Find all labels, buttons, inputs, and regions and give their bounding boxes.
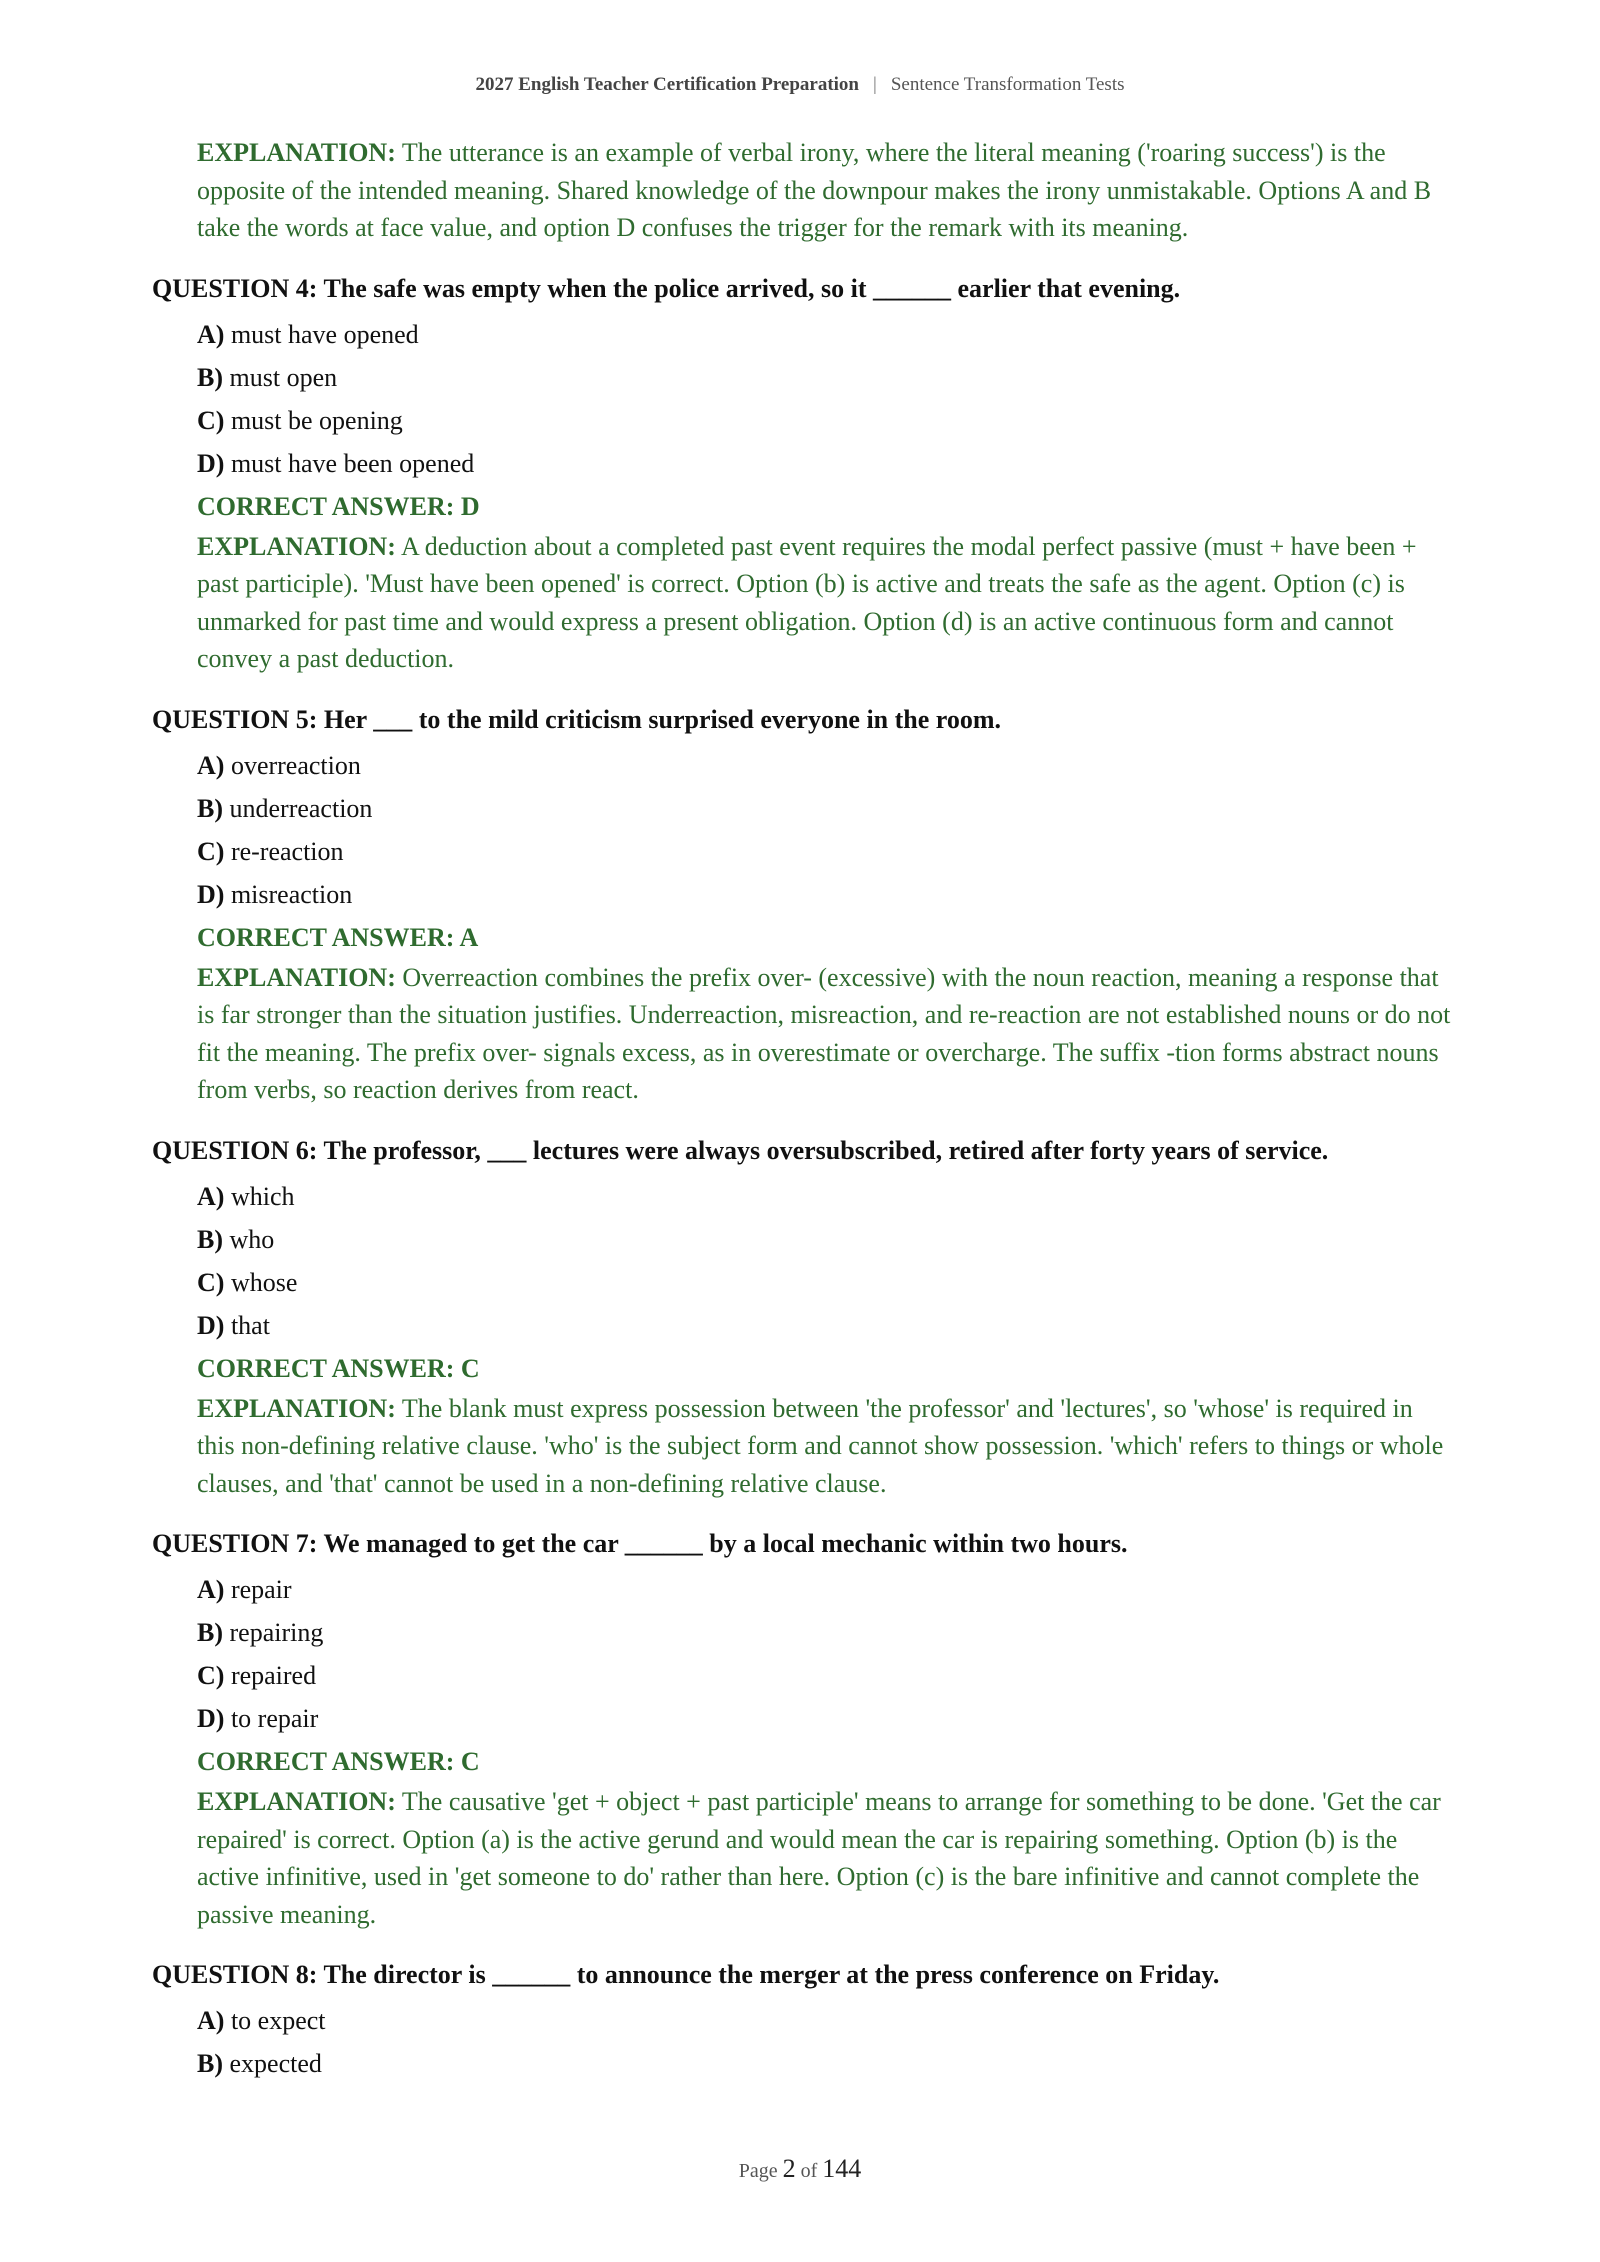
option-letter: A) <box>197 1181 225 1211</box>
option-text: repaired <box>230 1661 317 1690</box>
page-word: Page <box>738 2160 778 2182</box>
option-text: must have opened <box>230 319 419 349</box>
option-letter: D) <box>197 1704 225 1733</box>
explanation-label: EXPLANATION: <box>197 1787 396 1816</box>
intro-explanation <box>197 134 1452 247</box>
option-text: repair <box>230 1575 292 1604</box>
question-prompt: QUESTION 7: We managed to get the car ______ by a local mechanic within two hours. <box>152 1529 1128 1558</box>
option-letter: A) <box>197 319 225 349</box>
explanation-text: The causative 'get + object + past participle' means to arrange for something to be done. 'Get the car repaired' is correct. Option (a) is the active gerund and would mean the car is repairing something. Option (b) is the active infinitive, used in 'get someone to do' rather than here. Option (c) is the bare infinitive and cannot complete the passive meaning. <box>197 1787 1441 1929</box>
option-list <box>197 1999 1452 2085</box>
question-block <box>152 271 1452 678</box>
question-prompt: QUESTION 8: The director is ______ to announce the merger at the press conference on Friday. <box>152 1960 1220 1989</box>
option-letter: A) <box>197 750 225 780</box>
option-item <box>197 1611 1452 1654</box>
correct-answer: CORRECT ANSWER: C <box>197 1747 480 1776</box>
option-letter: C) <box>197 1267 225 1297</box>
option-text: must have been opened <box>230 448 475 478</box>
option-item <box>197 830 1452 873</box>
option-text: underreaction <box>229 793 373 823</box>
option-letter: C) <box>197 836 225 866</box>
question-explanation <box>197 959 1452 1109</box>
correct-answer: CORRECT ANSWER: A <box>197 922 479 952</box>
option-item <box>197 1568 1452 1611</box>
question-block <box>152 1526 1452 1933</box>
page-number: 2 <box>782 2154 796 2183</box>
option-list <box>197 1175 1452 1347</box>
option-item <box>197 399 1452 442</box>
of-word: of <box>800 2160 818 2182</box>
option-item <box>197 1218 1452 1261</box>
question-explanation <box>197 528 1452 678</box>
option-letter: B) <box>197 1618 223 1647</box>
option-text: to expect <box>230 2006 326 2035</box>
option-item <box>197 1654 1452 1697</box>
header-subtitle: Sentence Transformation Tests <box>890 74 1125 95</box>
option-letter: D) <box>197 879 225 909</box>
question-block <box>152 1133 1452 1503</box>
correct-answer: CORRECT ANSWER: D <box>197 491 480 521</box>
option-item <box>197 1175 1452 1218</box>
question-prompt: QUESTION 5: Her ___ to the mild criticism surprised everyone in the room. <box>152 704 1002 734</box>
option-letter: A) <box>197 1575 225 1604</box>
page-content <box>152 134 1452 2085</box>
page-footer <box>0 2154 1600 2184</box>
option-item <box>197 873 1452 916</box>
option-item <box>197 1999 1452 2042</box>
option-text: that <box>230 1310 270 1340</box>
option-letter: B) <box>197 2049 223 2078</box>
option-letter: D) <box>197 1310 225 1340</box>
total-pages: 144 <box>822 2154 862 2183</box>
option-item <box>197 313 1452 356</box>
option-letter: A) <box>197 2006 225 2035</box>
question-prompt: QUESTION 6: The professor, ___ lectures were always oversubscribed, retired after forty years of service. <box>152 1135 1329 1165</box>
explanation-text: A deduction about a completed past event requires the modal perfect passive (must + have been + past participle). 'Must have been opened' is correct. Option (b) is active and treats the safe as the agent. Option (c) is unmarked for past time and would express a present obligation. Option (d) is an active continuous form and cannot convey a past deduction. <box>197 531 1417 673</box>
option-text: which <box>230 1181 295 1211</box>
option-text: overreaction <box>230 750 361 780</box>
explanation-text: The utterance is an example of verbal irony, where the literal meaning ('roaring success') is the opposite of the intended meaning. Shared knowledge of the downpour makes the irony unmistakable. Options A and B take the words at face value, and option D confuses the trigger for the remark with its meaning. <box>197 138 1432 242</box>
option-item <box>197 442 1452 485</box>
option-list <box>197 744 1452 916</box>
option-item <box>197 2042 1452 2085</box>
option-text: whose <box>230 1267 298 1297</box>
explanation-text: Overreaction combines the prefix over- (excessive) with the noun reaction, meaning a response that is far stronger than the situation justifies. Underreaction, misreaction, and re-reaction are not established nouns or do not fit the meaning. The prefix over- signals excess, as in overestimate or overcharge. The suffix -tion forms abstract nouns from verbs, so reaction derives from react. <box>197 962 1451 1104</box>
question-explanation <box>197 1390 1452 1503</box>
correct-answer: CORRECT ANSWER: C <box>197 1353 480 1383</box>
option-item <box>197 787 1452 830</box>
question-explanation <box>197 1783 1452 1933</box>
option-list <box>197 313 1452 485</box>
explanation-label: EXPLANATION: <box>197 531 396 561</box>
option-item <box>197 1304 1452 1347</box>
question-prompt: QUESTION 4: The safe was empty when the police arrived, so it ______ earlier that evening. <box>152 273 1181 303</box>
explanation-label: EXPLANATION: <box>197 1393 396 1423</box>
option-text: who <box>229 1224 275 1254</box>
header-separator: | <box>873 74 877 95</box>
option-text: re-reaction <box>230 836 344 866</box>
explanation-label: EXPLANATION: <box>197 138 396 167</box>
option-text: misreaction <box>230 879 353 909</box>
option-text: expected <box>229 2049 322 2078</box>
option-text: repairing <box>229 1618 324 1647</box>
option-list <box>197 1568 1452 1740</box>
option-letter: D) <box>197 448 225 478</box>
header-title: 2027 English Teacher Certification Preparation <box>475 74 859 95</box>
option-letter: C) <box>197 405 225 435</box>
option-item <box>197 1697 1452 1740</box>
question-block <box>152 1957 1452 2085</box>
option-text: must open <box>229 362 338 392</box>
option-item <box>197 356 1452 399</box>
option-letter: B) <box>197 793 223 823</box>
option-text: to repair <box>230 1704 319 1733</box>
explanation-text: The blank must express possession between 'the professor' and 'lectures', so 'whose' is required in this non-defining relative clause. 'who' is the subject form and cannot show possession. 'which' refers to things or whole clauses, and 'that' cannot be used in a non-defining relative clause. <box>197 1393 1444 1498</box>
question-block <box>152 702 1452 1109</box>
option-text: must be opening <box>230 405 403 435</box>
option-letter: B) <box>197 362 223 392</box>
option-letter: C) <box>197 1661 225 1690</box>
page-header <box>0 74 1600 96</box>
option-item <box>197 744 1452 787</box>
explanation-label: EXPLANATION: <box>197 962 396 992</box>
option-letter: B) <box>197 1224 223 1254</box>
option-item <box>197 1261 1452 1304</box>
